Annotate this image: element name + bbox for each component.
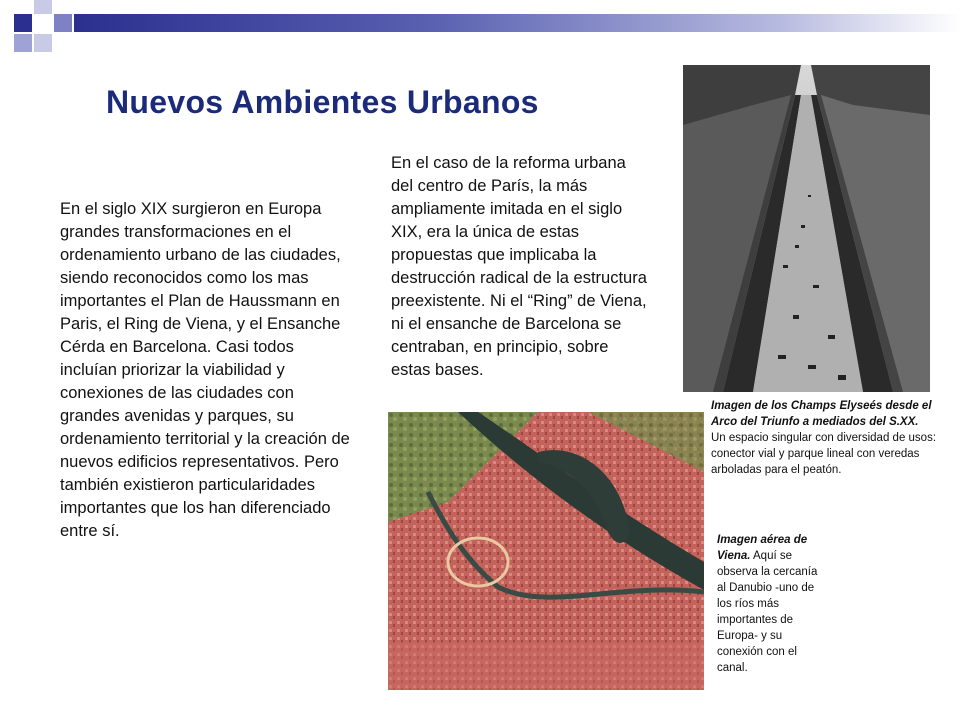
photo-champs-elysees	[683, 65, 930, 392]
caption-vienna	[717, 532, 827, 676]
decor-square	[34, 34, 52, 52]
paragraph-middle: En el caso de la reforma urbana del centro de París, la más ampliamente imitada en el siglo XIX, era la única de estas propuestas que implicaba la destrucción radical de la estructura preexistente. Ni el “Ring” de Viena, ni el ensanche de Barcelona se centraban, en principio, sobre estas bases.	[391, 154, 647, 379]
caption-vienna-body: Aquí se observa la cercanía al Danubio -uno de los ríos más importantes de Europa- y su conexión con el canal.	[717, 550, 818, 674]
decor-square	[14, 14, 32, 32]
decor-square	[54, 14, 72, 32]
decor-square	[14, 34, 32, 52]
caption-paris-body: Un espacio singular con diversidad de usos: conector vial y parque lineal con veredas arboladas para el peatón.	[711, 432, 937, 476]
decor-square	[34, 0, 52, 14]
caption-paris	[711, 398, 951, 478]
paragraph-left: En el siglo XIX surgieron en Europa grandes transformaciones en el ordenamiento urbano de las ciudades, siendo reconocidos como los mas importantes el Plan de Haussmann en Paris, el Ring de Viena, y el Ensanche Cérda en Barcelona. Casi todos incluían priorizar la viabilidad y conexiones de las ciudades con grandes avenidas y parques, su ordenamiento territorial y la creación de nuevos edificios representativos. Pero también existieron particularidades importantes que los han diferenciado entre sí.	[60, 200, 350, 540]
slide-title: Nuevos Ambientes Urbanos	[106, 84, 539, 120]
photo-vienna-aerial	[388, 412, 704, 690]
caption-paris-title: Imagen de los Champs Elyseés desde el Arco del Triunfo a mediados del S.XX.	[711, 400, 932, 428]
decor-square	[34, 16, 52, 32]
header-bar	[74, 14, 960, 32]
caption-vienna-title: Imagen aérea de Viena.	[717, 534, 808, 562]
